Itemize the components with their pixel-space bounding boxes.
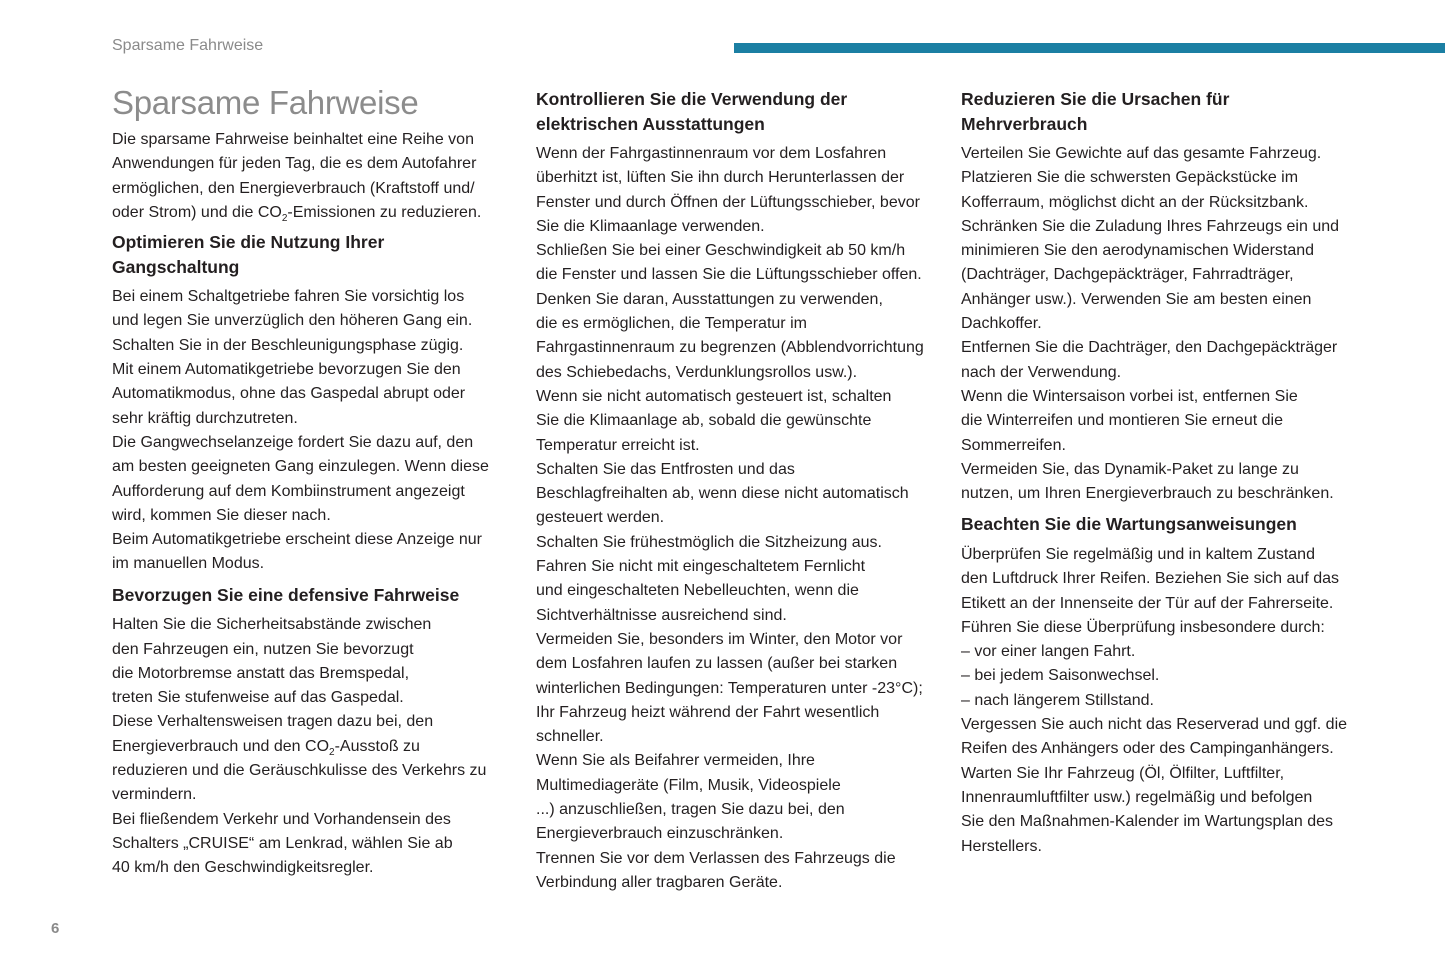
text-line: Schränken Sie die Zuladung Ihres Fahrzeugs ein und xyxy=(961,217,1340,235)
text-line: Schalters „CRUISE“ am Lenkrad, wählen Sie ab xyxy=(112,834,453,852)
text-line: Energieverbrauch einzuschränken. xyxy=(536,825,784,843)
paragraph-mehrverbrauch xyxy=(961,142,1366,506)
text-line: Sichtverhältnisse ausreichend sind. xyxy=(536,606,787,624)
text-line: Bei einem Schaltgetriebe fahren Sie vorsichtig los xyxy=(112,288,465,306)
text-line: die Winterreifen und montieren Sie erneut die xyxy=(961,412,1283,430)
text-line: Energieverbrauch und den $CO_2$-Ausstoß zu xyxy=(112,737,420,758)
text-line: Innenraumluftfilter usw.) regelmäßig und befolgen xyxy=(961,788,1313,806)
text-line: wird, kommen Sie dieser nach. xyxy=(112,506,331,524)
page-number: 6 xyxy=(51,920,60,937)
text-line: Ihr Fahrzeug heizt während der Fahrt wesentlich xyxy=(536,703,880,721)
text-line: Schalten Sie frühestmöglich die Sitzheizung aus. xyxy=(536,533,882,551)
text-line: Etikett an der Innenseite der Tür auf der Fahrerseite. xyxy=(961,594,1334,612)
text-line: Schließen Sie bei einer Geschwindigkeit ab 50 km/h xyxy=(536,242,906,260)
text-line: Multimediageräte (Film, Musik, Videospiele xyxy=(536,776,841,794)
text-line: 40 km/h den Geschwindigkeitsregler. xyxy=(112,859,374,877)
text-line: nach der Verwendung. xyxy=(961,363,1122,381)
text-line: Aufforderung auf dem Kombiinstrument angezeigt xyxy=(112,482,465,500)
text-line: Führen Sie diese Überprüfung insbesondere durch: xyxy=(961,618,1325,636)
text-line: Herstellers. xyxy=(961,837,1042,855)
paragraph-gangschaltung xyxy=(112,285,507,577)
text-line: Warten Sie Ihr Fahrzeug (Öl, Ölfilter, Luftfilter, xyxy=(961,764,1285,782)
text-line: Fahrgastinnenraum zu begrenzen (Abblendvorrichtung xyxy=(536,339,924,357)
text-line: Sie die Klimaanlage verwenden. xyxy=(536,217,765,235)
text-line: Wenn die Wintersaison vorbei ist, entfernen Sie xyxy=(961,387,1298,405)
text-line: oder Strom) und die $CO_2$-Emissionen zu reduzieren. xyxy=(112,203,482,224)
text-line: Verbindung aller tragbaren Geräte. xyxy=(536,873,783,891)
text-line: Kofferraum, möglichst dicht an der Rücksitzbank. xyxy=(961,193,1309,211)
text-line: Schalten Sie in der Beschleunigungsphase zügig. xyxy=(112,336,464,354)
section-heading-gangschaltung: Optimieren Sie die Nutzung Ihrer Gangschaltung xyxy=(112,232,385,277)
text-line: Sie den Maßnahmen-Kalender im Wartungsplan des xyxy=(961,813,1334,831)
text-line: Halten Sie die Sicherheitsabstände zwischen xyxy=(112,616,432,634)
text-line: die es ermöglichen, die Temperatur im xyxy=(536,315,807,333)
text-line: am besten geeigneten Gang einzulegen. Wenn diese xyxy=(112,458,489,476)
text-line: Denken Sie daran, Ausstattungen zu verwenden, xyxy=(536,290,883,308)
text-line: Trennen Sie vor dem Verlassen des Fahrzeugs die xyxy=(536,849,896,867)
text-line: Verteilen Sie Gewichte auf das gesamte Fahrzeug. xyxy=(961,145,1322,162)
text-line: (Dachträger, Dachgepäckträger, Fahrradträger, xyxy=(961,266,1294,284)
text-line: nutzen, um Ihren Energieverbrauch zu beschränken. xyxy=(961,485,1334,503)
text-line: Mit einem Automatikgetriebe bevorzugen Sie den xyxy=(112,361,461,379)
text-line: reduzieren und die Geräuschkulisse des Verkehrs zu xyxy=(112,762,487,780)
text-line: Wenn sie nicht automatisch gesteuert ist, schalten xyxy=(536,387,892,405)
section-heading-wartung: Beachten Sie die Wartungsanweisungen xyxy=(961,514,1297,535)
list-item: – bei jedem Saisonwechsel. xyxy=(961,667,1160,685)
text-line: Sie die Klimaanlage ab, sobald die gewünschte xyxy=(536,412,872,430)
list-item: – vor einer langen Fahrt. xyxy=(961,643,1136,661)
text-line: im manuellen Modus. xyxy=(112,555,265,573)
text-line: und eingeschalteten Nebelleuchten, wenn die xyxy=(536,582,859,600)
text-line: Fenster und durch Öffnen der Lüftungsschieber, bevor xyxy=(536,193,920,211)
column-2 xyxy=(536,84,936,895)
paragraph-wartung xyxy=(961,543,1366,859)
text-line: des Schiebedachs, Verdunklungsrollos usw.). xyxy=(536,363,858,381)
text-line: Die Gangwechselanzeige fordert Sie dazu auf, den xyxy=(112,433,474,451)
text-line: Die sparsame Fahrweise beinhaltet eine Reihe von xyxy=(112,131,474,148)
text-line: Schalten Sie das Entfrosten und das xyxy=(536,460,795,478)
section-heading-ausstattungen: Kontrollieren Sie die Verwendung der elektrischen Ausstattungen xyxy=(536,89,848,134)
text-line: gesteuert werden. xyxy=(536,509,665,527)
paragraph-ausstattungen xyxy=(536,142,936,895)
text-line: sehr kräftig durchzutreten. xyxy=(112,409,298,427)
text-line: den Luftdruck Ihrer Reifen. Beziehen Sie sich auf das xyxy=(961,570,1339,588)
text-line: die Fenster und lassen Sie die Lüftungsschieber offen. xyxy=(536,266,922,284)
text-line: minimieren Sie den aerodynamischen Widerstand xyxy=(961,242,1315,260)
text-line: Platzieren Sie die schwersten Gepäckstücke im xyxy=(961,169,1299,187)
text-line: und legen Sie unverzüglich den höheren Gang ein. xyxy=(112,312,473,330)
text-line: ...) anzuschließen, tragen Sie dazu bei, den xyxy=(536,801,845,819)
column-3 xyxy=(961,84,1366,859)
text-line: Dachkoffer. xyxy=(961,315,1042,333)
text-line: ermöglichen, den Energieverbrauch (Kraftstoff und/ xyxy=(112,179,475,197)
text-line: Diese Verhaltensweisen tragen dazu bei, den xyxy=(112,713,434,731)
running-header-label: Sparsame Fahrweise xyxy=(112,37,264,54)
list-item: – nach längerem Stillstand. xyxy=(961,691,1154,709)
intro-paragraph xyxy=(112,128,507,225)
text-line: schneller. xyxy=(536,728,604,746)
text-line: Automatikmodus, ohne das Gaspedal abrupt oder xyxy=(112,385,466,403)
text-line: Wenn der Fahrgastinnenraum vor dem Losfahren xyxy=(536,145,887,162)
text-line: Überprüfen Sie regelmäßig und in kaltem Zustand xyxy=(961,545,1315,563)
page-title: Sparsame Fahrweise xyxy=(112,84,419,121)
text-line: treten Sie stufenweise auf das Gaspedal. xyxy=(112,689,404,707)
text-line: Wenn Sie als Beifahrer vermeiden, Ihre xyxy=(536,752,815,770)
text-line: Vermeiden Sie, besonders im Winter, den Motor vor xyxy=(536,630,903,648)
text-line: Fahren Sie nicht mit eingeschaltetem Fernlicht xyxy=(536,558,866,576)
text-line: Anwendungen für jeden Tag, die es dem Autofahrer xyxy=(112,155,477,173)
section-heading-mehrverbrauch: Reduzieren Sie die Ursachen für Mehrverbrauch xyxy=(961,89,1230,134)
text-line: dem Losfahren laufen zu lassen (außer bei starken xyxy=(536,655,898,673)
text-line: überhitzt ist, lüften Sie ihn durch Herunterlassen der xyxy=(536,169,905,187)
text-line: Vergessen Sie auch nicht das Reserverad und ggf. die xyxy=(961,716,1348,734)
text-line: vermindern. xyxy=(112,786,197,804)
text-line: den Fahrzeugen ein, nutzen Sie bevorzugt xyxy=(112,640,414,658)
text-line: Entfernen Sie die Dachträger, den Dachgepäckträger xyxy=(961,339,1338,357)
text-line: Reifen des Anhängers oder des Campinganhängers. xyxy=(961,740,1334,758)
header-accent-bar xyxy=(734,43,1445,53)
paragraph-defensive xyxy=(112,613,507,880)
text-line: Beim Automatikgetriebe erscheint diese Anzeige nur xyxy=(112,531,482,549)
text-line: Vermeiden Sie, das Dynamik-Paket zu lange zu xyxy=(961,460,1299,478)
text-line: winterlichen Bedingungen: Temperaturen unter -23°C); xyxy=(536,679,923,697)
text-line: Temperatur erreicht ist. xyxy=(536,436,700,454)
text-line: Sommerreifen. xyxy=(961,436,1066,454)
section-heading-defensive: Bevorzugen Sie eine defensive Fahrweise xyxy=(112,584,460,605)
text-line: Beschlagfreihalten ab, wenn diese nicht automatisch xyxy=(536,485,909,503)
text-line: Anhänger usw.). Verwenden Sie am besten einen xyxy=(961,290,1312,308)
column-1 xyxy=(112,84,507,881)
text-line: Bei fließendem Verkehr und Vorhandensein des xyxy=(112,810,451,828)
text-line: die Motorbremse anstatt das Bremspedal, xyxy=(112,664,410,682)
